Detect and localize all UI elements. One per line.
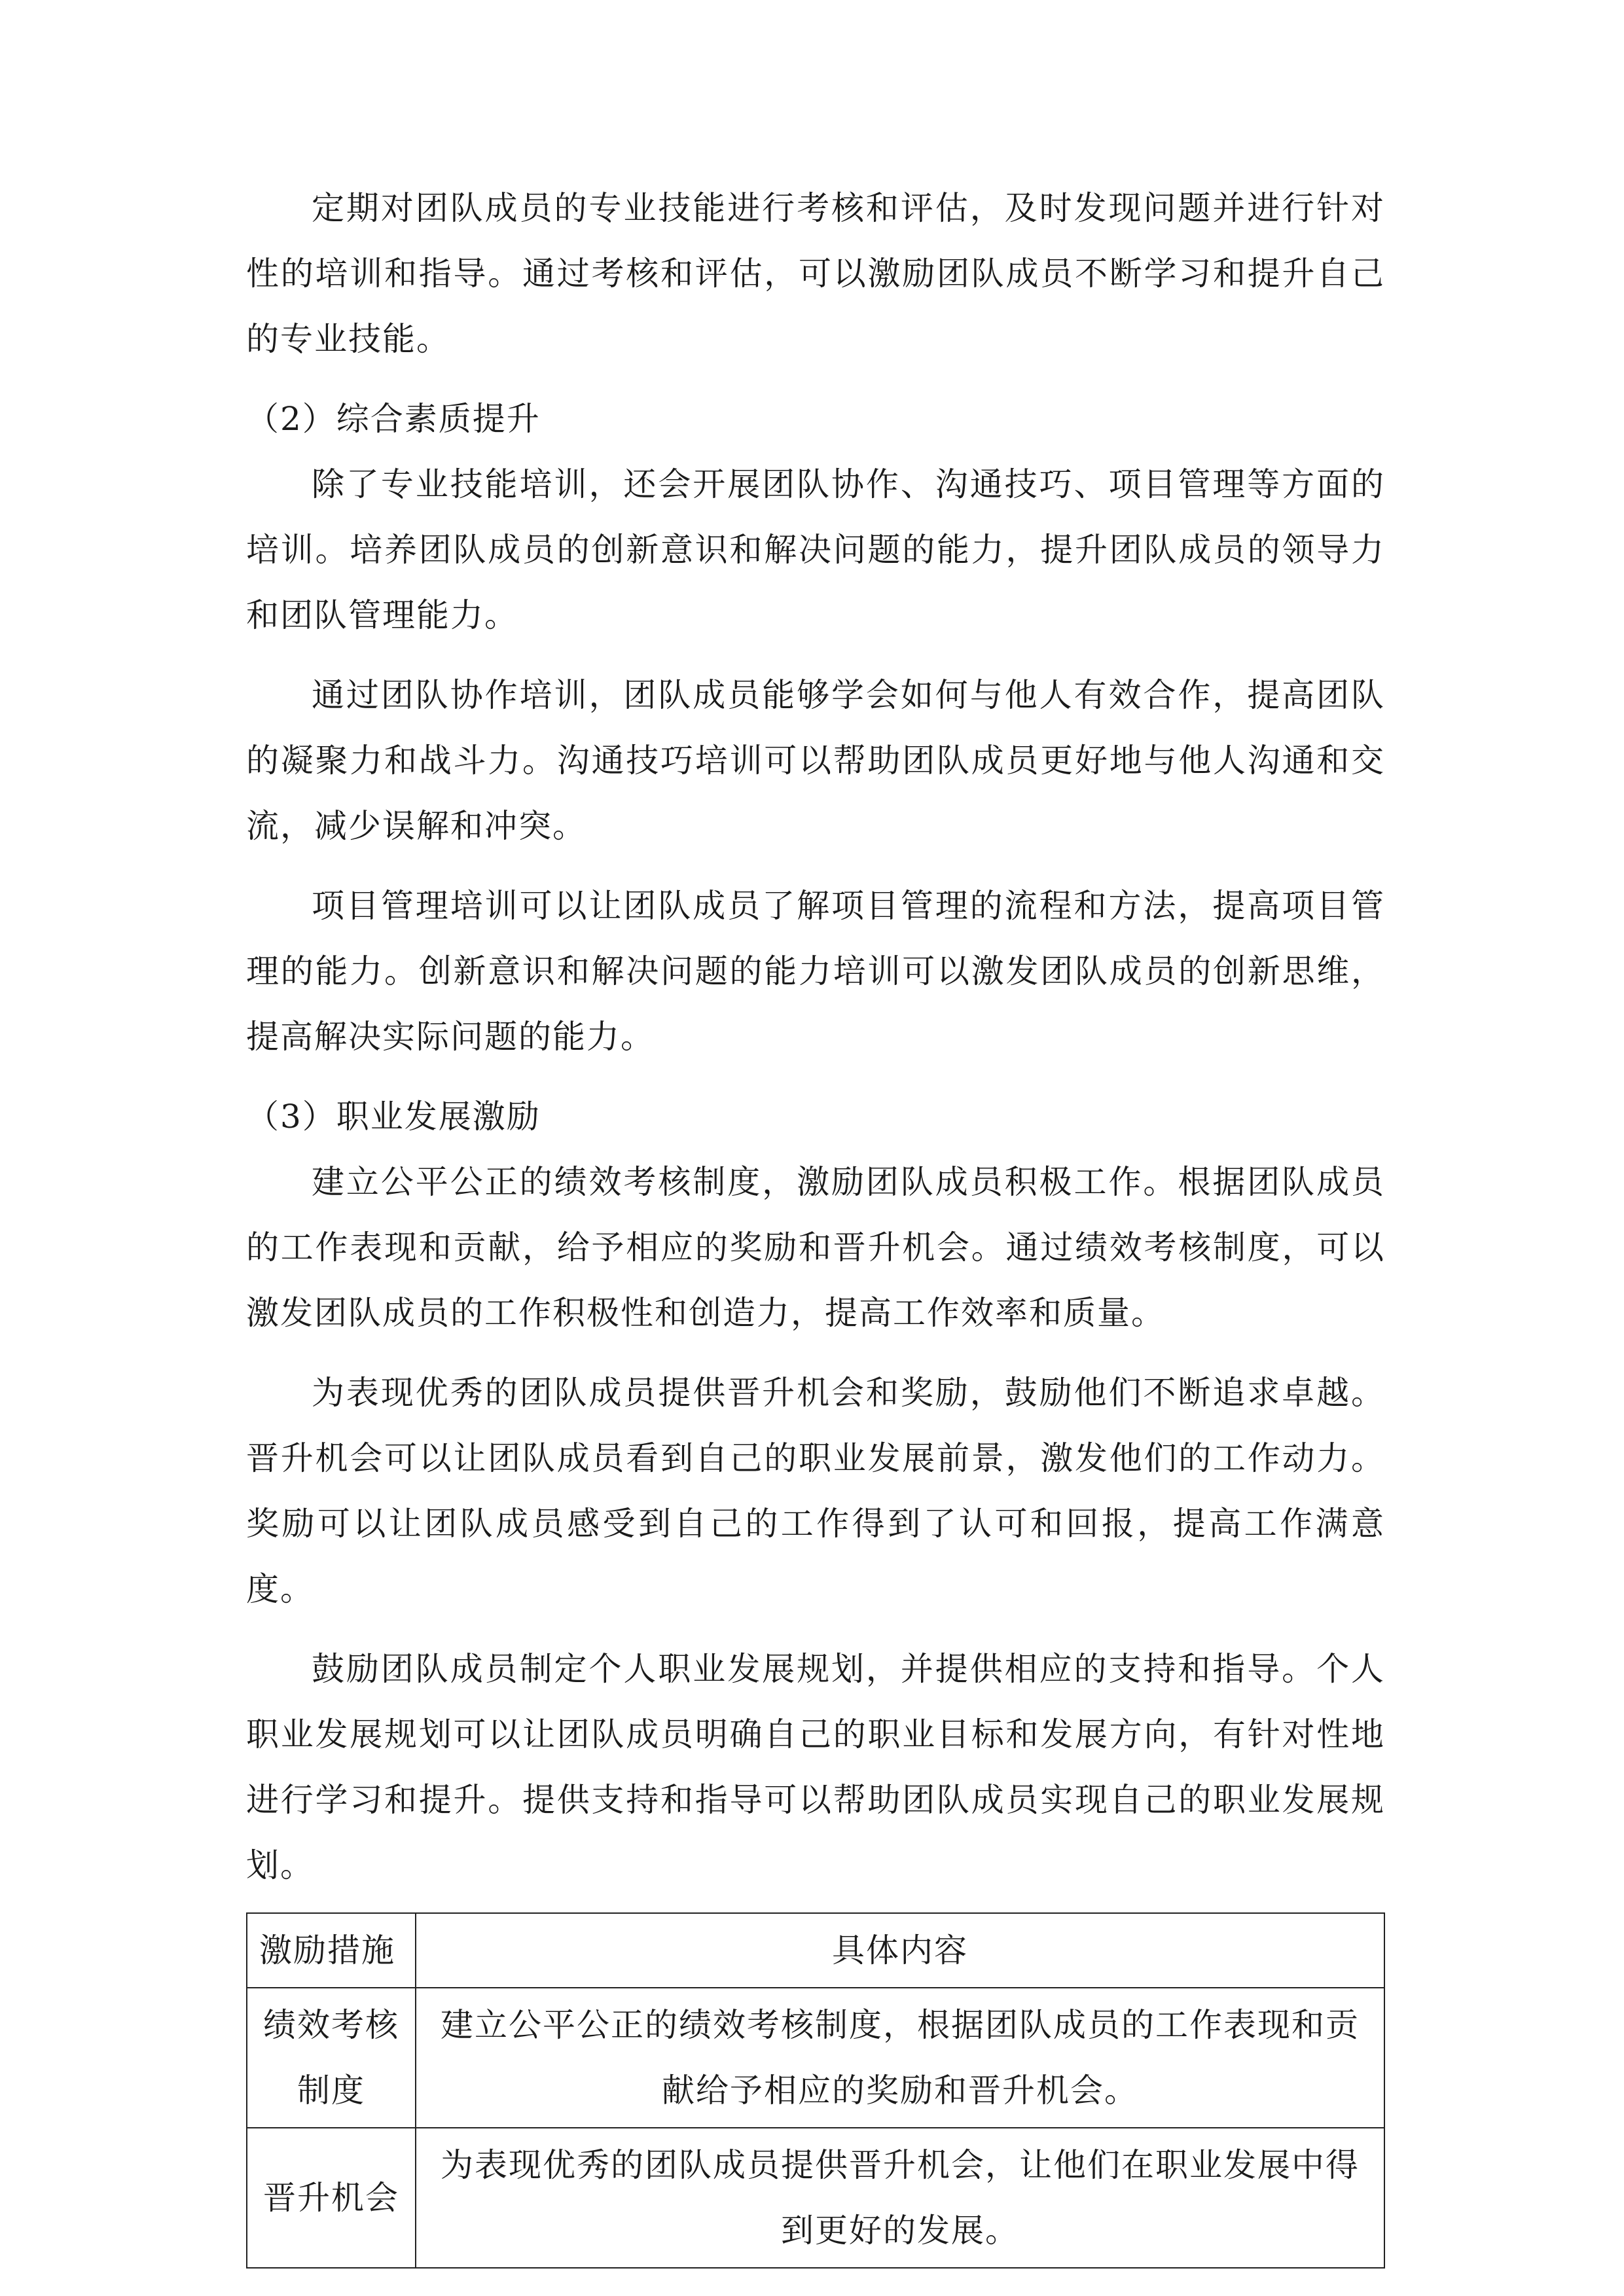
table-cell-measure: 晋升机会	[247, 2128, 416, 2268]
body-paragraph: 项目管理培训可以让团队成员了解项目管理的流程和方法，提高项目管理的能力。创新意识和解决问题的能力培训可以激发团队成员的创新思维，提高解决实际问题的能力。	[246, 887, 1385, 1056]
table-cell-detail: 为表现优秀的团队成员提供晋升机会，让他们在职业发展中得到更好的发展。	[416, 2128, 1384, 2268]
body-paragraph: 通过团队协作培训，团队成员能够学会如何与他人有效合作，提高团队的凝聚力和战斗力。沟通技巧培训可以帮助团队成员更好地与他人沟通和交流，减少误解和冲突。	[246, 676, 1385, 845]
table-row	[247, 2128, 1384, 2268]
table-cell-detail: 建立公平公正的绩效考核制度，根据团队成员的工作表现和贡献给予相应的奖励和晋升机会。	[416, 1988, 1384, 2128]
body-paragraph: 鼓励团队成员制定个人职业发展规划，并提供相应的支持和指导。个人职业发展规划可以让团队成员明确自己的职业目标和发展方向，有针对性地进行学习和提升。提供支持和指导可以帮助团队成员实现自己的职业发展规划。	[246, 1650, 1385, 1884]
table-header-measure: 激励措施	[247, 1913, 416, 1988]
body-paragraph: 为表现优秀的团队成员提供晋升机会和奖励，鼓励他们不断追求卓越。晋升机会可以让团队成员看到自己的职业发展前景，激发他们的工作动力。奖励可以让团队成员感受到自己的工作得到了认可和回报，提高工作满意度。	[246, 1374, 1385, 1608]
body-paragraph: 定期对团队成员的专业技能进行考核和评估，及时发现问题并进行针对性的培训和指导。通过考核和评估，可以激励团队成员不断学习和提升自己的专业技能。	[246, 189, 1385, 358]
section-heading-2: （2）综合素质提升	[246, 400, 541, 438]
incentive-table	[246, 1912, 1385, 2269]
body-paragraph: 建立公平公正的绩效考核制度，激励团队成员积极工作。根据团队成员的工作表现和贡献，给予相应的奖励和晋升机会。通过绩效考核制度，可以激发团队成员的工作积极性和创造力，提高工作效率和质量。	[246, 1163, 1385, 1332]
table-header-row	[247, 1913, 1384, 1988]
section-heading-3: （3）职业发展激励	[246, 1098, 541, 1136]
body-paragraph: 除了专业技能培训，还会开展团队协作、沟通技巧、项目管理等方面的培训。培养团队成员的创新意识和解决问题的能力，提升团队成员的领导力和团队管理能力。	[246, 465, 1385, 634]
table-row	[247, 1988, 1384, 2128]
table-header-detail: 具体内容	[416, 1913, 1384, 1988]
table-cell-measure: 绩效考核制度	[247, 1988, 416, 2128]
document-page	[246, 175, 1385, 2269]
